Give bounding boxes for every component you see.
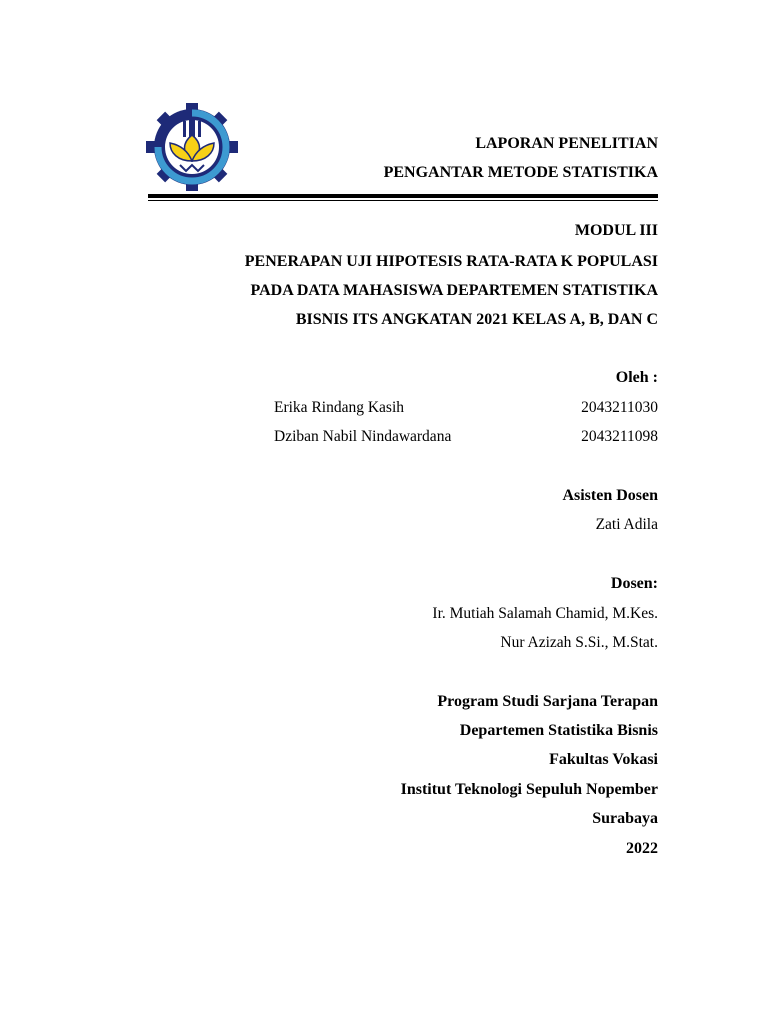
faculty-line: Fakultas Vokasi xyxy=(549,751,658,768)
module-title-line: PENERAPAN UJI HIPOTESIS RATA-RATA K POPULASI xyxy=(244,253,658,270)
assistant-heading: Asisten Dosen xyxy=(562,487,658,504)
year-line: 2022 xyxy=(626,840,658,857)
author-name: Dziban Nabil Nindawardana xyxy=(274,428,452,445)
module-label: MODUL III xyxy=(574,222,658,239)
module-title-line: BISNIS ITS ANGKATAN 2021 KELAS A, B, DAN C xyxy=(295,311,658,328)
institute-line: Institut Teknologi Sepuluh Nopember xyxy=(400,781,658,798)
assistant-name: Zati Adila xyxy=(595,516,658,533)
its-logo-icon xyxy=(146,103,238,191)
author-nrp: 2043211098 xyxy=(581,428,658,445)
authors-heading: Oleh : xyxy=(615,369,658,386)
author-nrp: 2043211030 xyxy=(581,399,658,416)
report-title: LAPORAN PENELITIAN xyxy=(475,135,658,152)
department-line: Departemen Statistika Bisnis xyxy=(459,722,658,739)
header-divider-thick xyxy=(148,194,658,198)
program-line: Program Studi Sarjana Terapan xyxy=(437,693,658,710)
header-divider-thin xyxy=(148,200,658,201)
lecturer-name: Ir. Mutiah Salamah Chamid, M.Kes. xyxy=(432,605,658,622)
course-title: PENGANTAR METODE STATISTIKA xyxy=(383,164,658,181)
lecturers-heading: Dosen: xyxy=(610,575,658,592)
author-name: Erika Rindang Kasih xyxy=(274,399,405,416)
lecturer-name: Nur Azizah S.Si., M.Stat. xyxy=(500,634,658,651)
module-title-line: PADA DATA MAHASISWA DEPARTEMEN STATISTIKA xyxy=(250,282,658,299)
city-line: Surabaya xyxy=(592,810,658,827)
